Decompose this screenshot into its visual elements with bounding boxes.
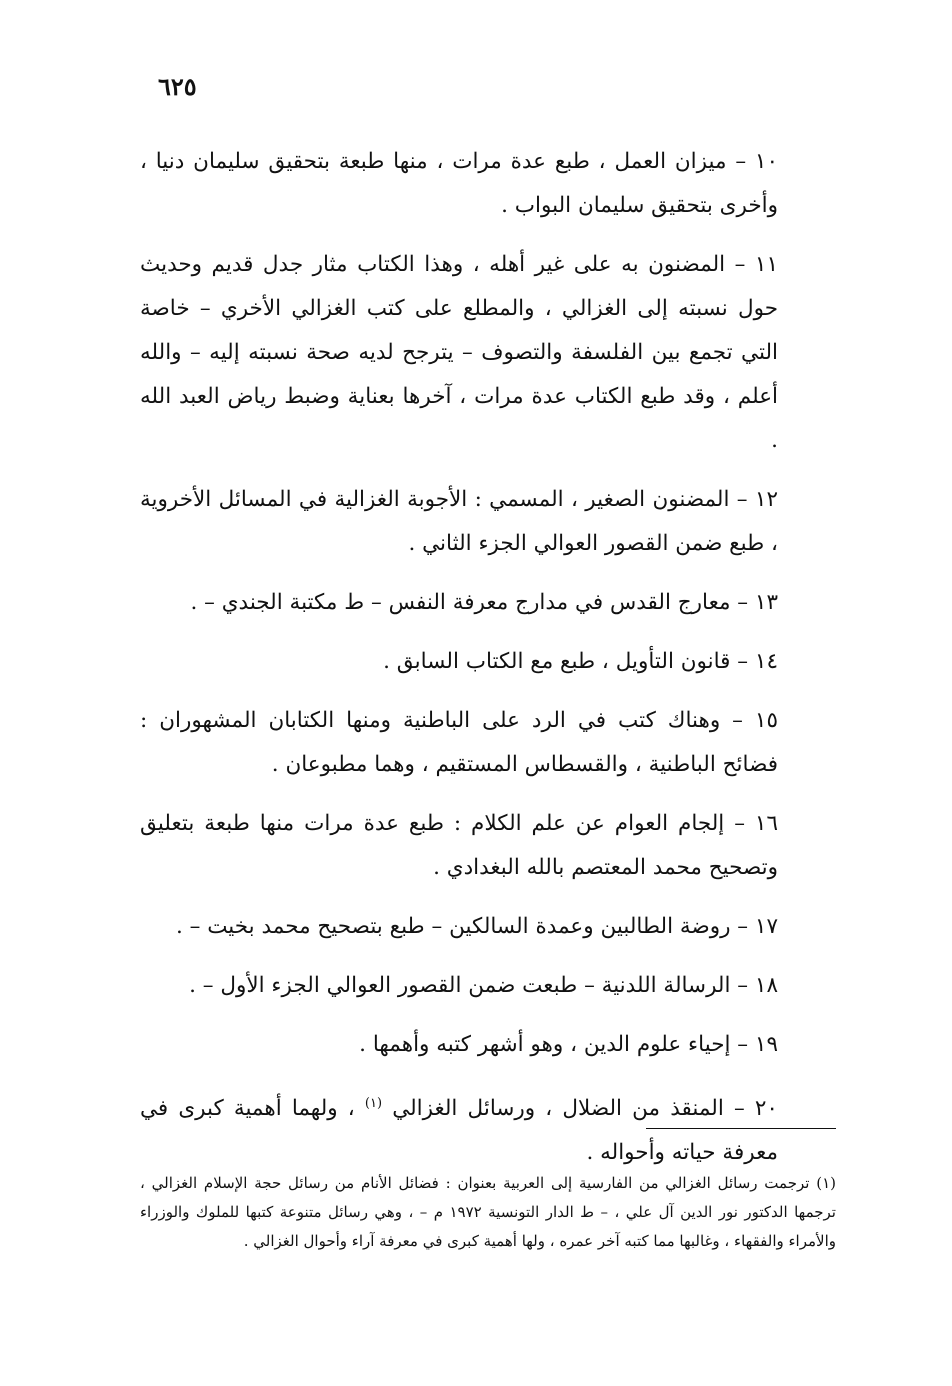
list-item: ١٥ – وهناك كتب في الرد على الباطنية ومنها الكتابان المشهوران : فضائح الباطنية ، والقسطاس المستقيم ، وهما مطبوعان . <box>140 708 778 777</box>
footnote: (١) ترجمت رسائل الغزالي من الفارسية إلى العربية بعنوان : فضائل الأنام من رسائل حجة الإسلام الغزالي ، ترجمها الدكتور نور الدين آل علي ، – ط الدار التونسية ١٩٧٢ م – ، وهي رسائل متنوعة كتبها للملوك والوزراء والأمراء والفقهاء ، وغالبها مما كتبه آخر عمره ، ولها أهمية كبرى في معرفة آراء وأحوال الغزالي . <box>140 1174 836 1250</box>
list-item: ١٨ – الرسالة اللدنية – طبعت ضمن القصور العوالي الجزء الأول – . <box>189 973 778 998</box>
list-item: ١١ – المضنون به على غير أهله ، وهذا الكتاب مثار جدل قديم وحديث حول نسبته إلى الغزالي ، والمطلع على كتب الغزالي الأخري – خاصة التي تجمع بين الفلسفة والتصوف – يترجح لديه صحة نسبته إليه – والله أعلم ، وقد طبع الكتاب عدة مرات ، آخرها بعناية وضبط رياض العبد الله . <box>140 252 778 453</box>
footnote-reference[interactable]: (١) <box>364 1096 383 1111</box>
list-item: ١٠ – ميزان العمل ، طبع عدة مرات ، منها طبعة بتحقيق سليمان دنيا ، وأخرى بتحقيق سليمان البواب . <box>140 149 778 218</box>
list-item: ١٧ – روضة الطالبين وعمدة السالكين – طبع بتصحيح محمد بخيت – . <box>175 914 778 939</box>
list-item: ١٦ – إلجام العوام عن علم الكلام : طبع عدة مرات منها طبعة بتعليق وتصحيح محمد المعتصم بالله البغدادي . <box>140 811 778 880</box>
footnote-separator <box>646 1128 836 1129</box>
entry-text-end: ، ولهما أهمية كبرى في معرفة حياته وأحواله . <box>140 1096 778 1166</box>
page-body <box>140 140 836 1190</box>
list-item: ١٤ – قانون التأويل ، طبع مع الكتاب السابق . <box>383 649 778 674</box>
list-item: ١٣ – معارج القدس في مدارج معرفة النفس – ط مكتبة الجندي – . <box>190 590 778 615</box>
list-item: ١٢ – المضنون الصغير ، المسمي : الأجوبة الغزالية في المسائل الأخروية ، طبع ضمن القصور العوالي الجزء الثاني . <box>140 487 778 556</box>
entry-text-start: ٢٠ – المنقذ من الضلال ، ورسائل الغزالي <box>382 1096 778 1122</box>
list-item: ١٩ – إحياء علوم الدين ، وهو أشهر كتبه وأهمها . <box>359 1032 778 1057</box>
page-number: ٦٢٥ <box>158 72 197 101</box>
